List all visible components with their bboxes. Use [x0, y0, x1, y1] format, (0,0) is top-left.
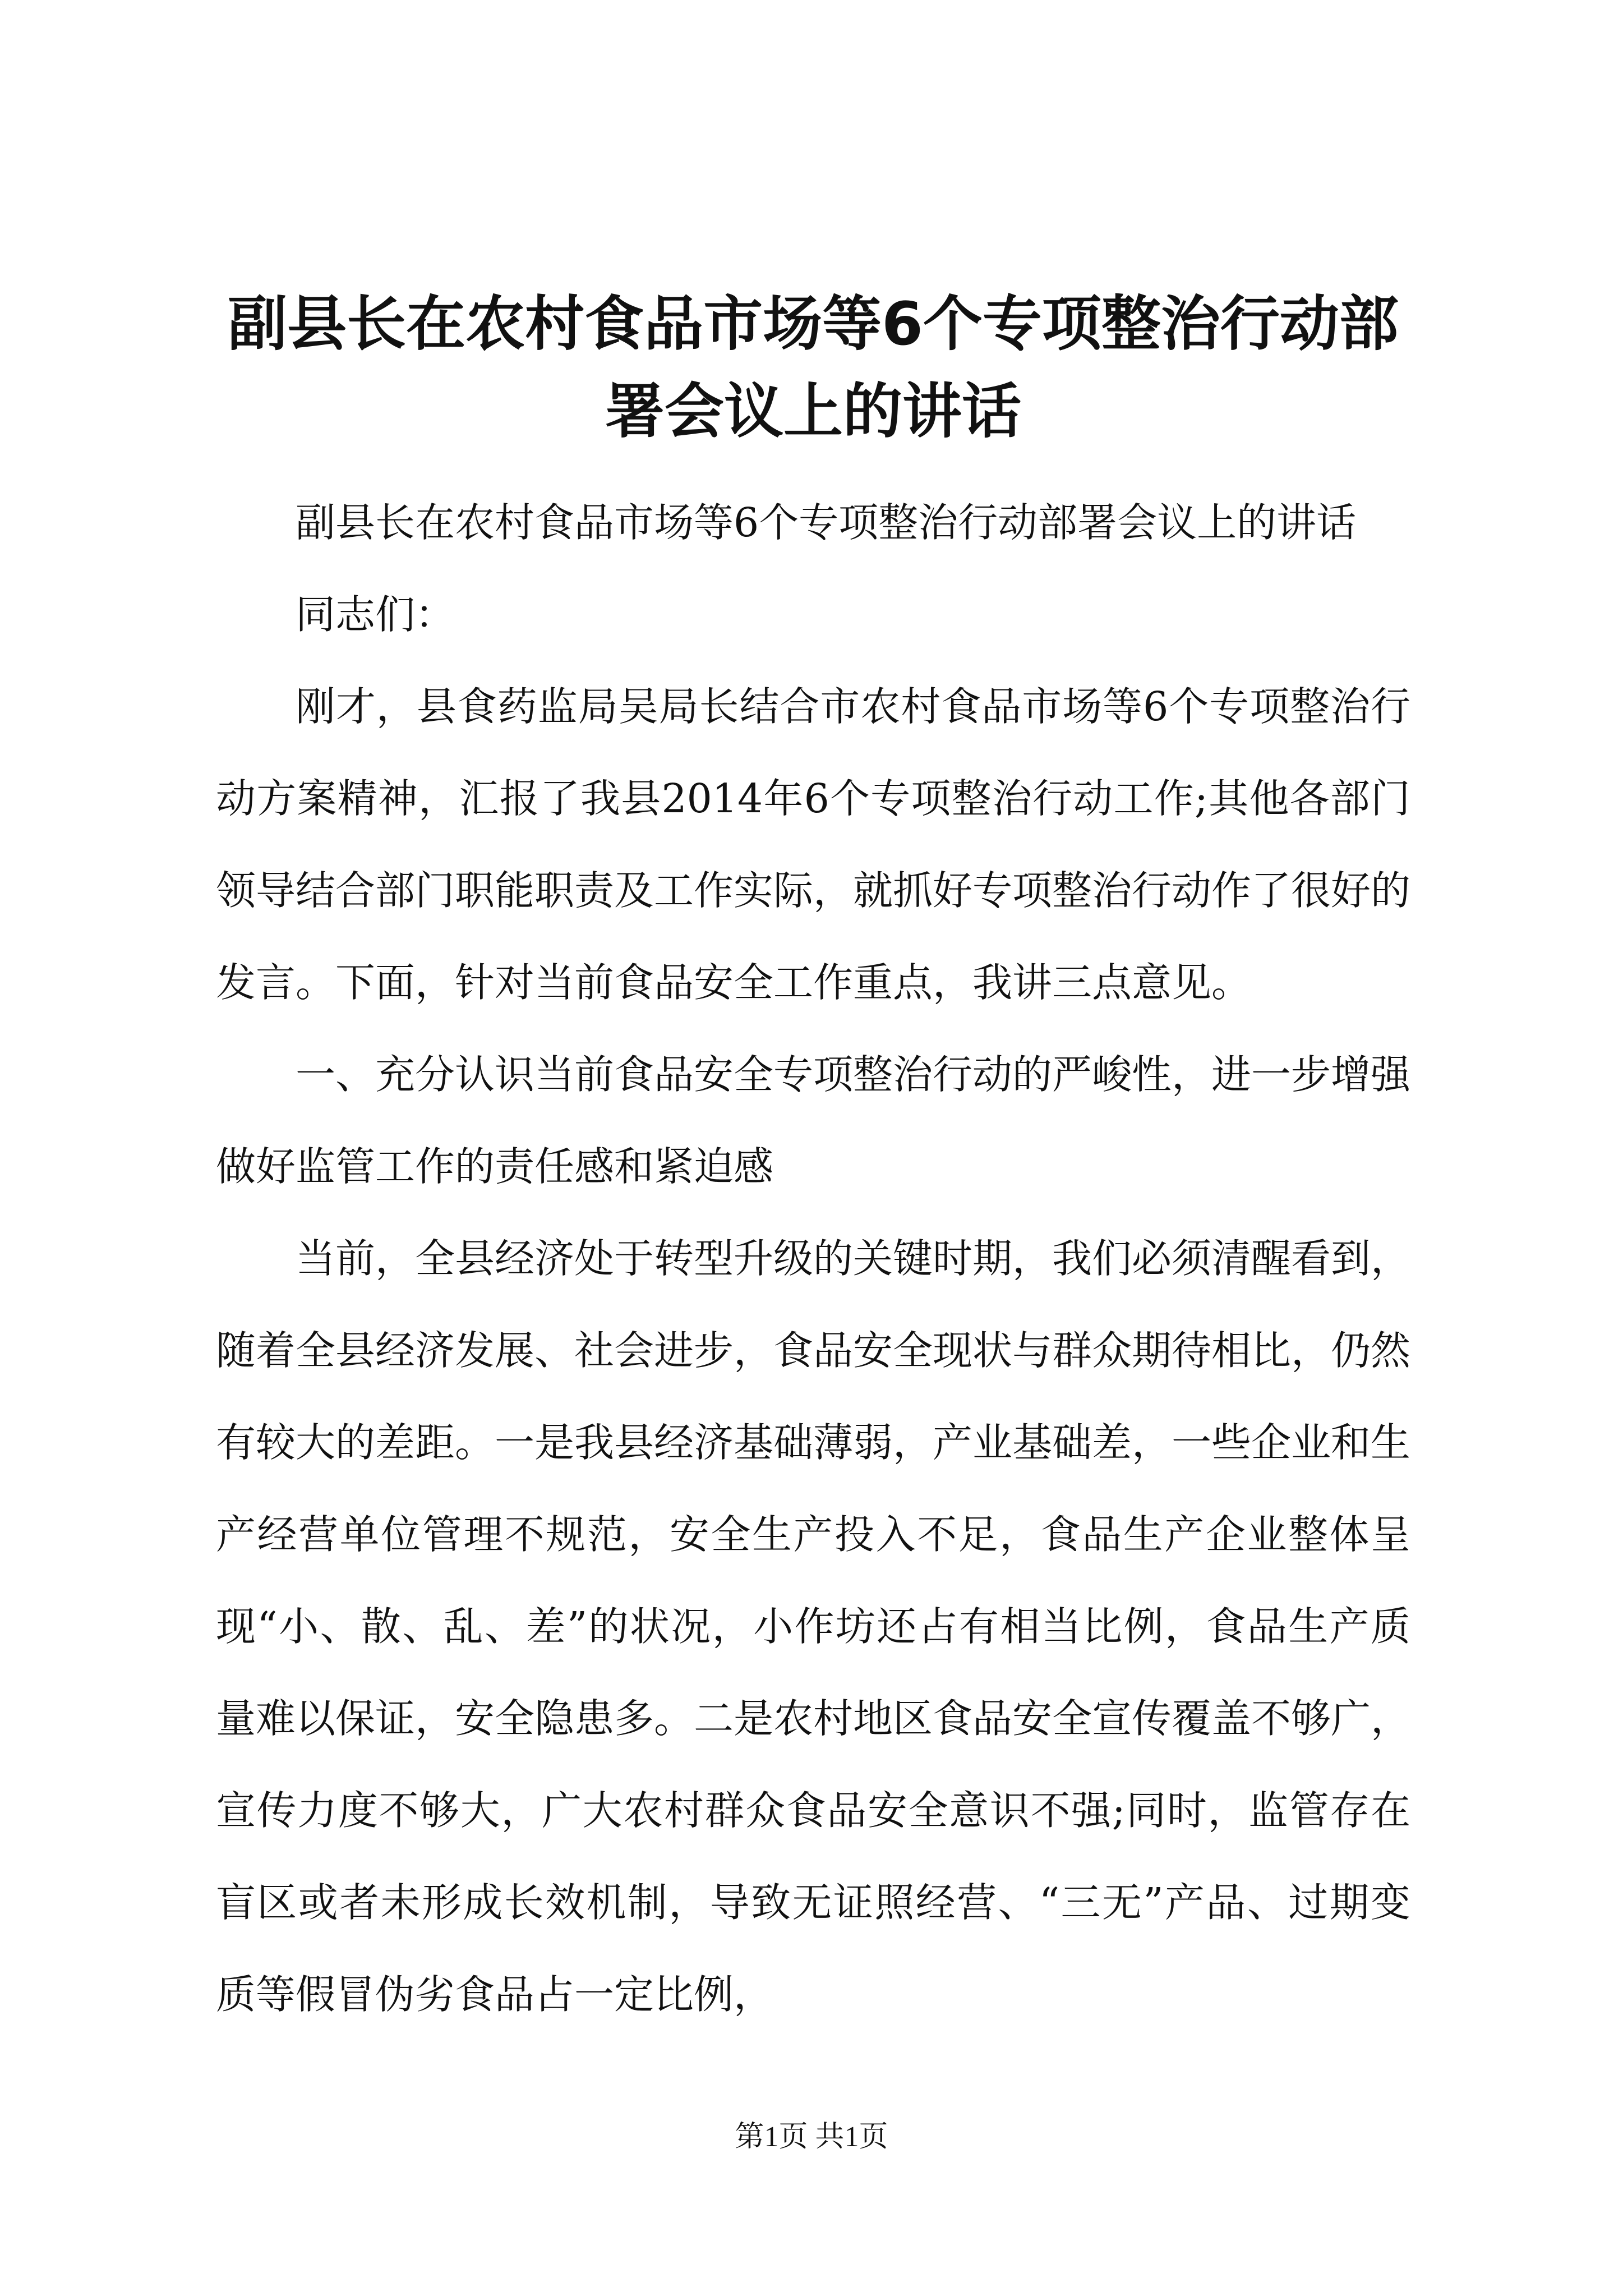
- paragraph-salutation: 同志们：: [296, 591, 455, 638]
- paragraph-title-repeat: 副县长在农村食品市场等6个专项整治行动部署会议上的讲话: [296, 499, 1357, 546]
- paragraph-current-situation: 当前，全县经济处于转型升级的关键时期，我们必须清醒看到，随着全县经济发展、社会进步，食品安全现状与群众期待相比，仍然有较大的差距。一是我县经济基础薄弱，产业基础差，一些企业和生产经营单位管理不规范，安全生产投入不足，食品生产企业整体呈现“小、散、乱、差”的状况，小作坊还占有相当比例，食品生产质量难以保证，安全隐患多。二是农村地区食品安全宣传覆盖不够广，宣传力度不够大，广大农村群众食品安全意识不强;同时，监管存在盲区或者未形成长效机制，导致无证照经营、“三无”产品、过期变质等假冒伪劣食品占一定比例，: [216, 1235, 1411, 2018]
- paragraph-intro: 刚才，县食药监局吴局长结合市农村食品市场等6个专项整治行动方案精神，汇报了我县2014年6个专项整治行动工作;其他各部门领导结合部门职能职责及工作实际，就抓好专项整治行动作了很好的发言。下面，针对当前食品安全工作重点，我讲三点意见。: [216, 683, 1411, 1006]
- paragraph-heading-one: 一、充分认识当前食品安全专项整治行动的严峻性，进一步增强做好监管工作的责任感和紧迫感: [216, 1051, 1411, 1190]
- document-title: 副县长在农村食品市场等6个专项整治行动部署会议上的讲话: [228, 289, 1399, 446]
- document-body: [216, 477, 1410, 2041]
- page-footer: 第1页 共1页: [735, 2121, 888, 2153]
